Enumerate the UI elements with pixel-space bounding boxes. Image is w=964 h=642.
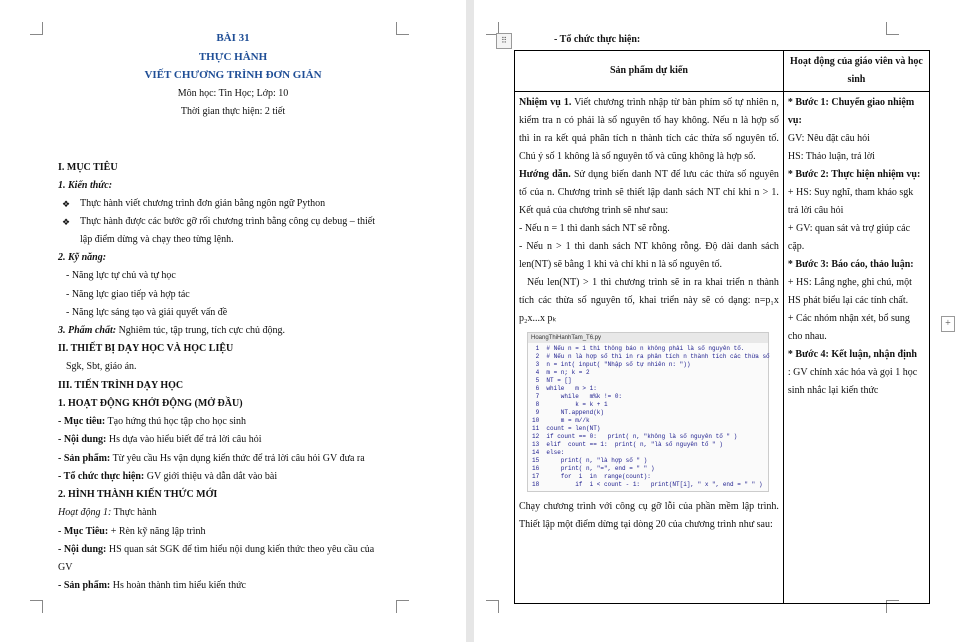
duration-line: Thời gian thực hiện: 2 tiết [180,106,286,117]
label: - Mục Tiêu: [58,526,109,537]
text-line: lập điểm dừng và chạy theo từng lệnh. [80,234,234,245]
section-heading: 2. HÌNH THÀNH KIẾN THỨC MỚI [58,489,218,500]
text-line [58,324,285,337]
section-heading: III. TIẾN TRÌNH DẠY HỌC [58,380,184,391]
step-text: + HS: Lắng nghe, ghi chú, một HS phát biểu lại các tính chất. [787,277,912,306]
text-line: - Năng lực sáng tạo và giải quyết vấn đề [66,307,228,318]
diamond-bullet-icon: ❖ [62,199,71,209]
step-text: + GV: quan sát và trợ giúp các cặp. [787,223,911,252]
value: Hs hoàn thành tìm hiểu kiến thức [110,580,246,591]
corner-mark [886,22,899,35]
text-line: - Năng lực giao tiếp và hợp tác [66,289,190,300]
text-line: Sgk, Sbt, giáo án. [66,361,137,372]
value: Nghiêm túc, tập trung, tích cực chủ động. [116,325,286,336]
text-line: Thực hành được các bước gỡ rối chương trình bằng công cụ debug – thiết [80,216,375,227]
text-line [58,452,365,465]
step-heading: * Bước 3: Báo cáo, thảo luận: [787,259,914,270]
value: Tạo hứng thú học tập cho học sinh [105,416,246,427]
text-line [58,470,277,483]
left-page [0,0,466,642]
lesson-number: BÀI 31 [216,32,250,44]
value: HS quan sát SGK để tìm hiểu nội dung kiến thức theo yêu cầu của [106,544,375,555]
text-line [58,543,374,556]
section-heading: 1. HOẠT ĐỘNG KHỞI ĐỘNG (MỞ ĐẦU) [58,398,243,409]
subheading: 2. Kỹ năng: [58,252,107,263]
step-heading: * Bước 2: Thực hiện nhiệm vụ: [787,169,921,180]
value: Từ yêu cầu Hs vận dụng kiến thức để trả lời câu hỏi GV đưa ra [110,453,365,464]
product-cell [515,92,784,604]
label: Hoạt động 1: [58,507,112,518]
corner-mark [396,600,409,613]
label: - Nội dung: [58,544,107,555]
right-page [474,0,964,642]
step-text: : GV chính xác hóa và gọi 1 học sinh nhắc lại kiến thức [787,367,918,396]
subheading: 1. Kiến thức: [58,180,113,191]
table-move-handle-icon[interactable]: ⠿ [496,33,512,49]
section-heading: - Tổ chức thực hiện: [554,34,641,45]
hint-text: Sử dụng biến danh NT để lưu các thừa số nguyên tố của n. Chương trình sẽ thiết lập danh sách NT chỉ khi n > 1. Kết quả của chương trình sẽ như sau: [519,169,779,216]
label: 3. Phẩm chất: [58,325,117,336]
column-header: Hoạt động của giáo viên và học sinh [783,51,929,92]
hint-bullet: - Nếu n = 1 thì danh sách NT sẽ rỗng. [519,223,670,234]
code-tab: HoangThiHanhTam_T6.py [528,333,768,343]
step-heading: * Bước 1: Chuyển giao nhiệm vụ: [787,97,915,126]
task-text: Viết chương trình nhập từ bàn phím số tự nhiên n, kiểm tra n có phải là số nguyên tố hay không. Nếu n là hợp số thì in ra kết quả phân tích n thành tích các thừa số nguyên tố. Chú ý số 1 không là số nguyên tố và cũng không là hợp số. [519,97,779,162]
step-heading: * Bước 4: Kết luận, nhận định [787,349,917,360]
activity-cell [783,92,929,604]
label: - Sản phẩm: [58,453,111,464]
label: - Sản phẩm: [58,580,111,591]
text-line [58,433,261,446]
label: - Nội dung: [58,434,107,445]
step-text: HS: Thảo luận, trả lời [787,151,875,162]
value: GV giới thiệu và dẫn dắt vào bài [144,471,278,482]
text-line: GV [58,562,73,573]
after-paragraph: Chạy chương trình với công cụ gỡ lỗi của phần mềm lập trình. Thiết lập một điểm dừng tại dòng 20 của chương trình như sau: [519,501,779,530]
value: + Rèn kỹ năng lập trình [108,526,206,537]
hint-bullet: - Nếu n > 1 thì danh sách NT không rỗng. Độ dài danh sách len(NT) sẽ bằng 1 khi và chỉ khi n là số nguyên tố. [519,241,779,270]
step-text: + Các nhóm nhận xét, bổ sung cho nhau. [787,313,910,342]
label: - Mục tiêu: [58,416,106,427]
text-line [58,506,157,519]
code-screenshot [527,332,769,492]
hint-label: Hướng dẫn. [519,169,571,180]
column-header: Sản phẩm dự kiến [515,51,784,92]
corner-mark [486,600,499,613]
section-heading: II. THIẾT BỊ DẠY HỌC VÀ HỌC LIỆU [58,343,234,354]
code-listing: 1 # Nếu n = 1 thì thông báo n không phải là số nguyên tố. 2 # Nếu n là hợp số thì in ra phân tích n thành tích các thừa số 3 n = int( input( "Nhập số tự nhiên n: ")) 4 m = n; k = 2 5 NT = [] 6 while m > 1: 7 while m%k != 0: 8 k = k + 1 9 NT.append(k) 10 m = m//k 11 count = len(NT) 12 if count == 0: print( n, "không là số nguyên tố " ) 13 elif count == 1: print( n, "là số nguyên tố " ) 14 else: 15 print( n, "là hợp số " ) 16 print( n, "=", end = " " ) 17 for i in range(count): 18 if i < count - 1: print(NT[i], " x ", end = " " ) [532,345,770,488]
label: - Tổ chức thực hiện: [58,471,145,482]
activity-table [514,50,930,604]
subject-line: Môn học: Tin Học; Lớp: 10 [177,88,289,99]
value: Thực hành [111,507,157,518]
hint-bullet: Nếu len(NT) > 1 thì chương trình sẽ in ra khai triển n thành tích các thừa số nguyên tố, khai triển này sẽ có dạng: n=p₁x p₂x...x pₖ [519,277,779,324]
task-paragraph [519,94,779,166]
add-row-icon[interactable]: + [941,316,955,332]
diamond-bullet-icon: ❖ [62,217,71,227]
task-label: Nhiệm vụ 1. [519,97,572,108]
hint-paragraph [519,166,779,220]
text-line: - Năng lực tự chủ và tự học [66,270,176,281]
value: Hs dựa vào hiểu biết để trả lời câu hỏi [106,434,262,445]
section-heading: I. MỤC TIÊU [58,162,118,173]
lesson-title: VIẾT CHƯƠNG TRÌNH ĐƠN GIẢN [144,69,322,81]
text-line [58,415,246,428]
lesson-type: THỰC HÀNH [198,51,268,63]
text-line: Thực hành viết chương trình đơn giản bằng ngôn ngữ Python [80,198,326,209]
text-line [58,579,246,592]
step-text: GV: Nêu đặt câu hỏi [787,133,870,144]
corner-mark [30,600,43,613]
step-text: + HS: Suy nghĩ, tham khảo sgk trả lời câu hỏi [787,187,914,216]
text-line [58,525,205,538]
